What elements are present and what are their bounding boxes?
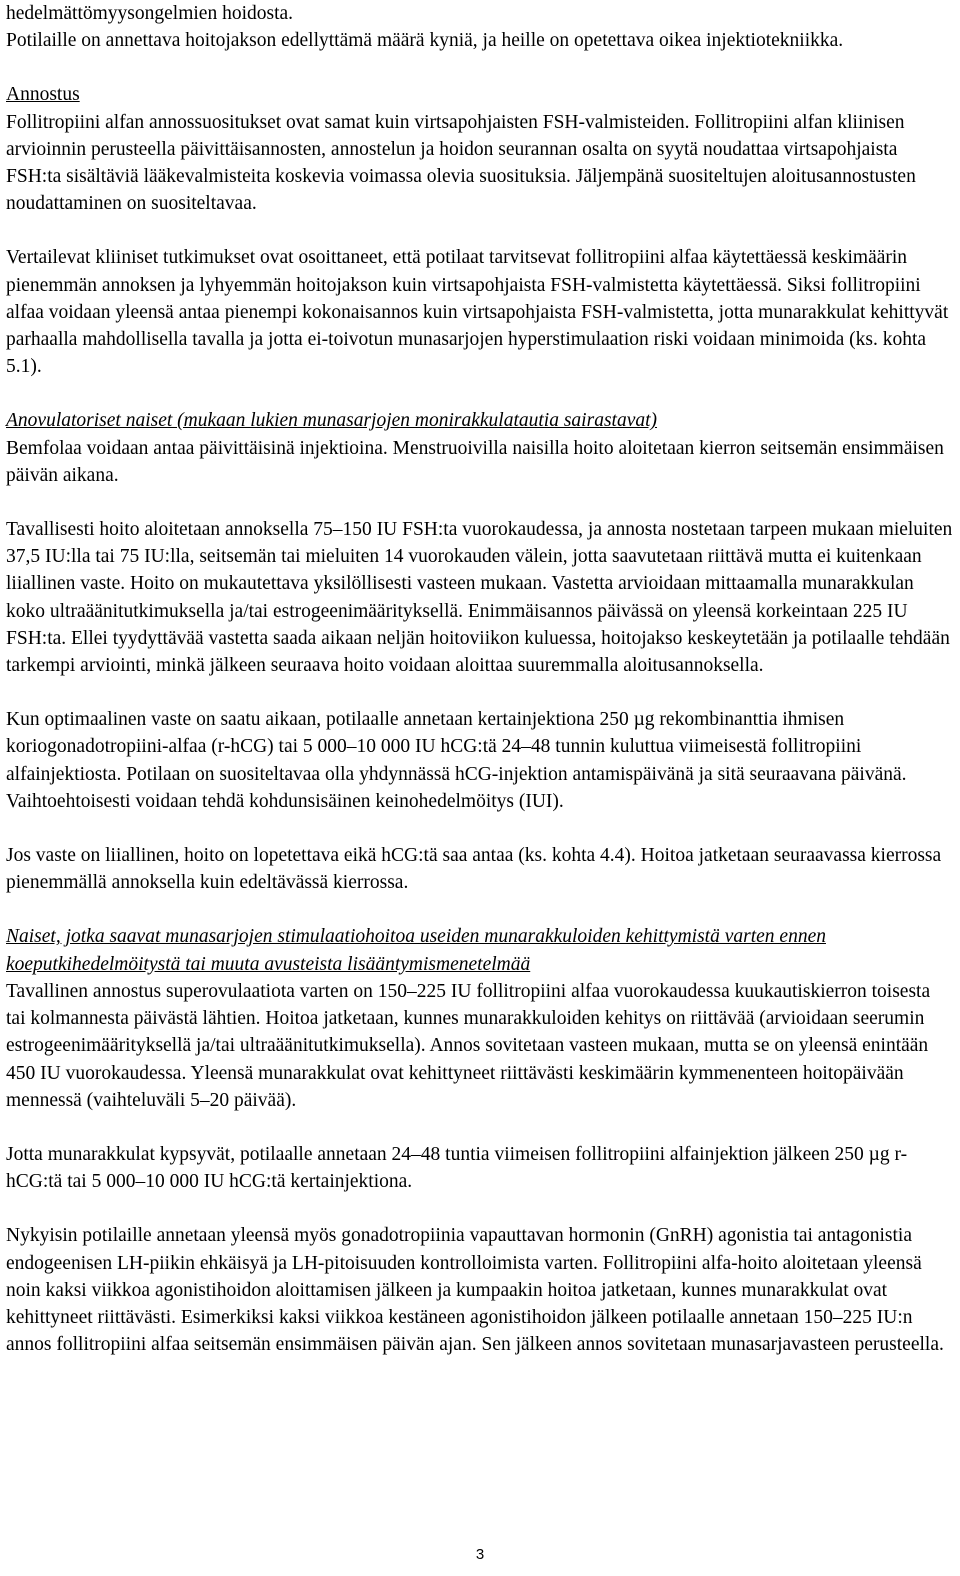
anovulatory-paragraph-2: Tavallisesti hoito aloitetaan annoksella 75–150 IU FSH:ta vuorokaudessa, ja annosta nostetaan tarpeen mukaan mieluiten 37,5 IU:lla tai 75 IU:lla, seitsemän tai mieluiten 14 vuorokauden välein, jotta saavutetaan riittävä mutta ei kuitenkaan liiallinen vaste. Hoito on mukautettava yksilöllisesti vasteen mukaan. Vastetta arvioidaan mittaamalla munarakkulan koko ultraäänitutkimuksella ja/tai estrogeenimäärityksellä. Enimmäisannos päivässä on yleensä korkeintaan 225 IU FSH:ta. Ellei tyydyttävää vastetta saada aikaan neljän hoitoviikon kuluessa, hoitojakso keskeytetään ja potilaalle tehdään tarkempi arviointi, minkä jälkeen seuraava hoito voidaan aloittaa suuremmalla aloitusannoksella. bbox=[6, 519, 953, 677]
stimulation-heading: Naiset, jotka saavat munasarjojen stimulaatiohoitoa useiden munarakkuloiden kehittymistä varten ennen koeputkihedelmöitystä tai muuta avusteista lisääntymismenetelmää bbox=[6, 926, 826, 975]
intro-line-1: hedelmättömyysongelmien hoidosta. bbox=[6, 3, 294, 24]
stimulation-paragraph-2: Jotta munarakkulat kypsyvät, potilaalle annetaan 24–48 tuntia viimeisen follitropiini alfainjektion jälkeen 250 µg r-hCG:tä tai 5 000–10 000 IU hCG:tä kertainjektiona. bbox=[6, 1143, 908, 1193]
annostus-paragraph-2: Vertailevat kliiniset tutkimukset ovat osoittaneet, että potilaat tarvitsevat follitropiini alfaa käytettäessä keskimäärin pienemmän annoksen ja lyhyemmän hoitojakson kuin virtsapohjaista FSH-valmistetta käytettäessä. Siksi follitropiini alfaa voidaan yleensä antaa pienempi kokonaisannos kuin virtsapohjaista FSH-valmistetta, jotta munarakkulat kehittyvät parhaalla mahdollisella tavalla ja jotta ei-toivotun munasarjojen hyperstimulaation riski voidaan minimoida (ks. kohta 5.1). bbox=[6, 247, 949, 378]
anovulatory-paragraph-1: Bemfolaa voidaan antaa päivittäisinä injektioina. Menstruoivilla naisilla hoito aloitetaan kierron seitsemän ensimmäisen päivän aikana. bbox=[6, 437, 944, 486]
annostus-paragraph-1: Follitropiini alfan annossuositukset ovat samat kuin virtsapohjaisten FSH-valmisteiden. Follitropiini alfan kliinisen arvioinnin perusteella päivittäisannosten, annostelun ja hoidon seurannan osalta on syytä noudattaa virtsapohjaista FSH:ta sisältäviä lääkevalmisteita koskevia voimassa olevia suosituksia. Jäljempänä suositeltujen aloitusannostusten noudattaminen on suositeltavaa. bbox=[6, 111, 916, 215]
anovulatory-paragraph-3: Kun optimaalinen vaste on saatu aikaan, potilaalle annetaan kertainjektiona 250 µg rekombinanttia ihmisen koriogonadotropiini-alfaa (r-hCG) tai 5 000–10 000 IU hCG:tä 24–48 tunnin kuluttua viimeisestä follitropiini alfainjektiosta. Potilaan on suositeltavaa olla yhdynnässä hCG-injektion antamispäivänä ja sitä seuraavana päivänä. Vaihtoehtoisesti voidaan tehdä kohdunsisäinen keinohedelmöitys (IUI). bbox=[6, 709, 907, 812]
page-number: 3 bbox=[475, 1546, 485, 1563]
annostus-heading: Annostus bbox=[6, 84, 80, 106]
stimulation-paragraph-1: Tavallinen annostus superovulaatiota varten on 150–225 IU follitropiini alfaa vuorokaudessa kuukautiskierron toisesta tai kolmannesta päivästä lähtien. Hoitoa jatketaan, kunnes munarakkuloiden kehitys on riittävää (arvioidaan seerumin estrogeenimäärityksellä ja/tai ultraäänitutkimuksella). Annos sovitetaan vasteen mukaan, mutta se on yleensä enintään 450 IU vuorokaudessa. Yleensä munarakkulat ovat kehittyneet riittävästi keskimäärin kymmenenteen hoitopäivään mennessä (vaihteluväli 5–20 päivää). bbox=[6, 980, 931, 1111]
anovulatory-heading: Anovulatoriset naiset (mukaan lukien munasarjojen monirakkulatautia sairastavat) bbox=[6, 410, 658, 432]
document-page bbox=[6, 0, 954, 1358]
stimulation-paragraph-3: Nykyisin potilaille annetaan yleensä myös gonadotropiinia vapauttavan hormonin (GnRH) agonistia tai antagonistia endogeenisen LH-piikin ehkäisyä ja LH-pitoisuuden kontrolloimista varten. Follitropiini alfa-hoito aloitetaan yleensä noin kaksi viikkoa agonistihoidon aloittamisen jälkeen ja kumpaakin hoitoa jatketaan, kunnes munarakkulat ovat kehittyneet riittävästi. Esimerkiksi kaksi viikkoa kestäneen agonistihoidon jälkeen potilaalle annetaan 150–225 IU:n annos follitropiini alfaa seitsemän ensimmäisen päivän ajan. Sen jälkeen annos sovitetaan munasarjavasteen perusteella. bbox=[6, 1225, 944, 1356]
anovulatory-paragraph-4: Jos vaste on liiallinen, hoito on lopetettava eikä hCG:tä saa antaa (ks. kohta 4.4). Hoitoa jatketaan seuraavassa kierrossa pienemmällä annoksella kuin edeltävässä kierrossa. bbox=[6, 845, 942, 894]
intro-line-2: Potilaille on annettava hoitojakson edellyttämä määrä kyniä, ja heille on opetettava oikea injektiotekniikka. bbox=[6, 30, 844, 52]
